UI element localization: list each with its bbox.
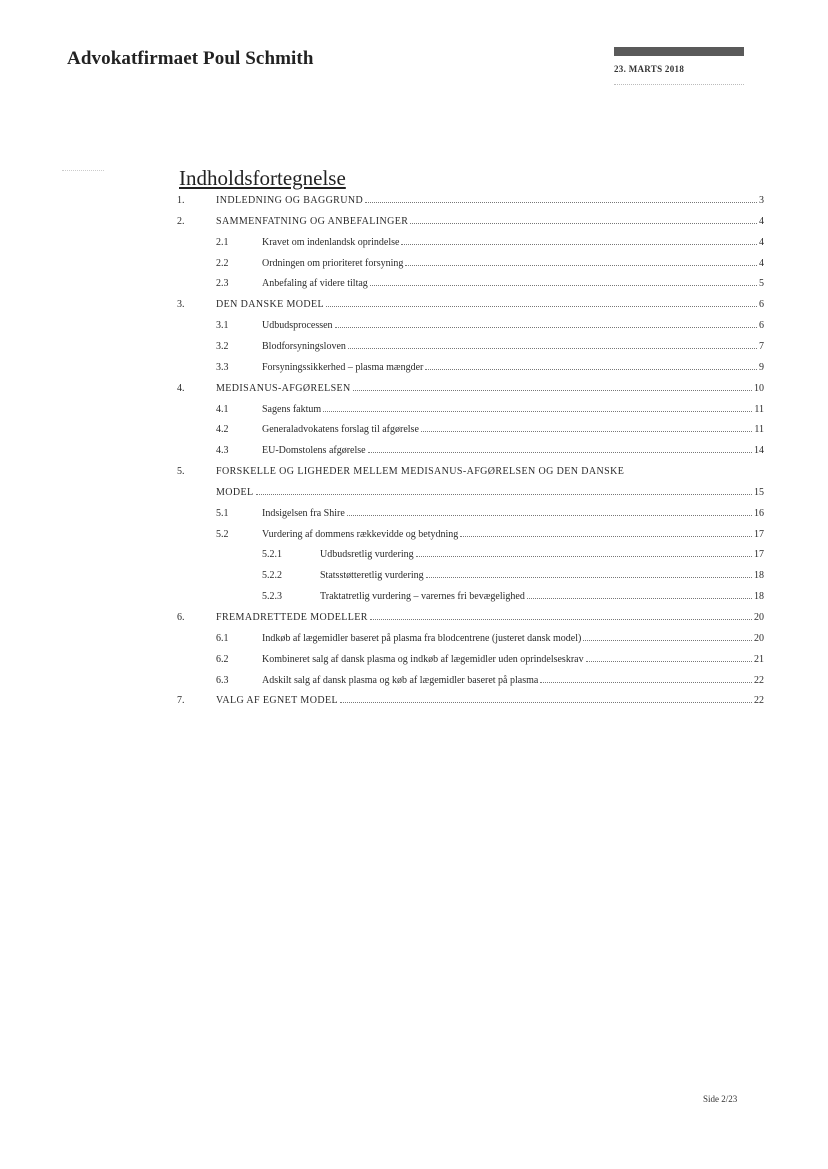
toc-entry-page: 4: [759, 216, 764, 227]
toc-entry-title: Sagens faktum: [262, 404, 322, 415]
margin-mark: [62, 170, 104, 171]
toc-entry[interactable]: [177, 382, 764, 396]
toc-entry-page: 20: [754, 612, 764, 623]
toc-dot-leader: [335, 327, 757, 328]
toc-dot-leader: [421, 431, 752, 432]
toc-entry-number: 5.2.1: [262, 549, 282, 560]
toc-entry-number: 6.2: [216, 654, 229, 665]
toc-entry-title: Traktatretlig vurdering – varernes fri bevægelighed: [320, 591, 525, 602]
toc-entry-page: 11: [754, 424, 764, 435]
toc-dot-leader: [425, 369, 757, 370]
toc-entry-number: 2.2: [216, 258, 229, 269]
toc-entry[interactable]: [216, 403, 764, 417]
toc-entry-number: 4.1: [216, 404, 229, 415]
toc-entry-title: SAMMENFATNING OG ANBEFALINGER: [216, 216, 409, 227]
toc-entry-title: Adskilt salg af dansk plasma og køb af lægemidler baseret på plasma: [262, 675, 539, 686]
toc-dot-leader: [426, 577, 752, 578]
toc-entry-title: Blodforsyningsloven: [262, 341, 346, 352]
toc-dot-leader: [370, 619, 752, 620]
toc-entry-number: 3.3: [216, 362, 229, 373]
toc-entry-page: 4: [759, 258, 764, 269]
toc-entry[interactable]: [216, 674, 764, 688]
toc-dot-leader: [405, 265, 757, 266]
toc-entry-title: MODEL: [216, 487, 254, 498]
toc-entry[interactable]: [216, 632, 764, 646]
toc-entry-number: 5.2: [216, 529, 229, 540]
toc-entry-number: 2.: [177, 216, 185, 227]
toc-entry-title: VALG AF EGNET MODEL: [216, 695, 338, 706]
date-divider: [614, 84, 744, 85]
toc-entry[interactable]: [216, 653, 764, 667]
toc-entry-page: 6: [759, 299, 764, 310]
toc-entry[interactable]: [177, 611, 764, 625]
toc-entry-page: 16: [754, 508, 764, 519]
toc-entry-page: 4: [759, 237, 764, 248]
toc-dot-leader: [586, 661, 752, 662]
toc-dot-leader: [348, 348, 757, 349]
toc-entry[interactable]: [216, 340, 764, 354]
toc-entry[interactable]: [262, 590, 764, 604]
toc-entry-page: 21: [754, 654, 764, 665]
toc-entry[interactable]: [216, 361, 764, 375]
toc-entry[interactable]: [177, 194, 764, 208]
toc-entry[interactable]: [177, 465, 764, 479]
toc-entry-page: 6: [759, 320, 764, 331]
toc-entry-title: Kravet om indenlandsk oprindelse: [262, 237, 400, 248]
toc-entry-page: 3: [759, 195, 764, 206]
toc-entry-page: 20: [754, 633, 764, 644]
toc-entry-title: Forsyningssikkerhed – plasma mængder: [262, 362, 424, 373]
toc-entry-number: 5.2.2: [262, 570, 282, 581]
toc-entry[interactable]: [262, 569, 764, 583]
toc-entry-page: 11: [754, 404, 764, 415]
toc-entry-number: 5.1: [216, 508, 229, 519]
toc-entry-title: INDLEDNING OG BAGGRUND: [216, 195, 364, 206]
toc-entry-title: Ordningen om prioriteret forsyning: [262, 258, 404, 269]
toc-entry-title: Udbudsprocessen: [262, 320, 333, 331]
toc-entry-title: Udbudsretlig vurdering: [320, 549, 414, 560]
toc-entry-number: 4.2: [216, 424, 229, 435]
toc-entry[interactable]: [216, 444, 764, 458]
toc-dot-leader: [540, 682, 752, 683]
toc-dot-leader: [323, 411, 752, 412]
toc-entry-title: Generaladvokatens forslag til afgørelse: [262, 424, 419, 435]
document-date: 23. MARTS 2018: [614, 64, 685, 74]
toc-entry[interactable]: [216, 528, 764, 542]
toc-entry-page: 17: [754, 549, 764, 560]
toc-entry-title: Kombineret salg af dansk plasma og indkøb af lægemidler uden oprindelseskrav: [262, 654, 584, 665]
toc-entry-number: 5.: [177, 466, 185, 477]
date-bar: [614, 47, 744, 56]
toc-dot-leader: [365, 202, 757, 203]
toc-entry-title: Vurdering af dommens rækkevidde og betydning: [262, 529, 459, 540]
toc-dot-leader: [401, 244, 757, 245]
toc-entry[interactable]: [216, 486, 764, 500]
toc-entry[interactable]: [216, 277, 764, 291]
toc-dot-leader: [347, 515, 752, 516]
toc-entry[interactable]: [177, 298, 764, 312]
toc-entry[interactable]: [216, 236, 764, 250]
toc-entry-page: 15: [754, 487, 764, 498]
toc-dot-leader: [583, 640, 752, 641]
toc-entry-number: 5.2.3: [262, 591, 282, 602]
toc-entry-number: 3.: [177, 299, 185, 310]
toc-entry-page: 22: [754, 695, 764, 706]
firm-name: Advokatfirmaet Poul Schmith: [67, 48, 314, 69]
toc-dot-leader: [340, 702, 752, 703]
toc-entry-page: 22: [754, 675, 764, 686]
page-number: Side 2/23: [703, 1094, 738, 1104]
toc-entry-page: 9: [759, 362, 764, 373]
toc-entry-title: FORSKELLE OG LIGHEDER MELLEM MEDISANUS-AFGØRELSEN OG DEN DANSKE: [216, 466, 625, 477]
toc-entry-number: 3.1: [216, 320, 229, 331]
toc-entry-number: 3.2: [216, 341, 229, 352]
toc-entry-page: 7: [759, 341, 764, 352]
toc-entry-title: Anbefaling af videre tiltag: [262, 278, 368, 289]
toc-entry-page: 18: [754, 591, 764, 602]
toc-dot-leader: [416, 556, 752, 557]
toc-entry-title: Indsigelsen fra Shire: [262, 508, 345, 519]
toc-entry[interactable]: [216, 257, 764, 271]
toc-entry-title: FREMADRETTEDE MODELLER: [216, 612, 368, 623]
toc-dot-leader: [527, 598, 752, 599]
toc-dot-leader: [353, 390, 752, 391]
toc-entry[interactable]: [177, 694, 764, 708]
toc-entry-number: 7.: [177, 695, 185, 706]
toc-dot-leader: [256, 494, 752, 495]
toc-entry-title: Statsstøtteretlig vurdering: [320, 570, 424, 581]
toc-entry[interactable]: [216, 507, 764, 521]
toc-entry-page: 18: [754, 570, 764, 581]
toc-entry-title: DEN DANSKE MODEL: [216, 299, 325, 310]
toc-entry-number: 2.1: [216, 237, 229, 248]
toc-entry[interactable]: [216, 423, 764, 437]
toc-entry-number: 1.: [177, 195, 185, 206]
toc-dot-leader: [368, 452, 752, 453]
toc-entry-number: 4.3: [216, 445, 229, 456]
toc-dot-leader: [326, 306, 757, 307]
toc-entry-page: 17: [754, 529, 764, 540]
toc-entry-number: 6.: [177, 612, 185, 623]
toc-dot-leader: [370, 285, 757, 286]
toc-title: Indholdsfortegnelse: [179, 166, 346, 190]
toc-entry-page: 10: [754, 383, 764, 394]
toc-entry-page: 5: [759, 278, 764, 289]
toc-entry-page: 14: [754, 445, 764, 456]
toc-dot-leader: [460, 536, 752, 537]
date-block: [614, 47, 744, 85]
toc-entry-number: 6.1: [216, 633, 229, 644]
toc-entry[interactable]: [262, 548, 764, 562]
toc-dot-leader: [410, 223, 757, 224]
toc-entry-title: MEDISANUS-AFGØRELSEN: [216, 383, 351, 394]
toc-entry[interactable]: [177, 215, 764, 229]
toc-entry-number: 6.3: [216, 675, 229, 686]
toc-entry-number: 2.3: [216, 278, 229, 289]
toc-entry[interactable]: [216, 319, 764, 333]
toc-entry-number: 4.: [177, 383, 185, 394]
toc-entry-title: EU-Domstolens afgørelse: [262, 445, 366, 456]
toc-entry-title: Indkøb af lægemidler baseret på plasma fra blodcentrene (justeret dansk model): [262, 633, 582, 644]
